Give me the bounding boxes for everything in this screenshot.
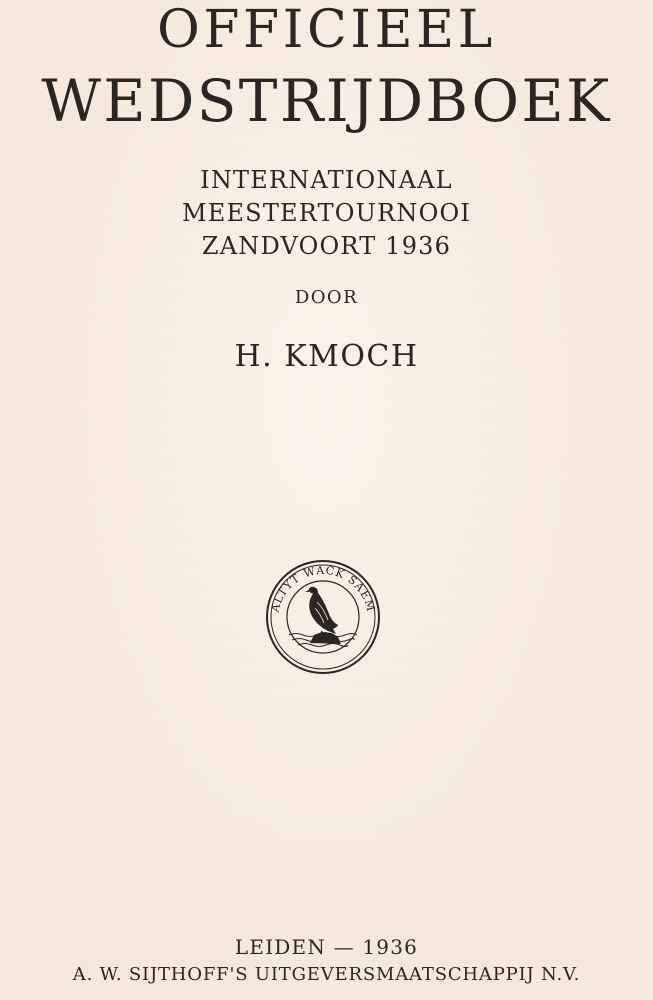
imprint-place-year: LEIDEN — 1936 [234,935,419,959]
byline-door: DOOR [294,287,359,308]
seal-motto: ALTYT WACK SAEM [268,563,378,614]
imprint-publisher: A. W. SIJTHOFF'S UITGEVERSMAATSCHAPPIJ N.V. [72,964,581,985]
title-line-1: OFFICIEEL [157,0,496,60]
subtitle-line-3: ZANDVOORT 1936 [201,232,452,260]
subtitle-line-1: INTERNATIONAAL [200,166,453,194]
title-line-2: WEDSTRIJDBOEK [41,67,612,135]
author-name: H. KMOCH [234,339,419,374]
publisher-seal-icon [262,557,384,675]
subtitle-line-2: MEESTERTOURNOOI [181,199,472,227]
